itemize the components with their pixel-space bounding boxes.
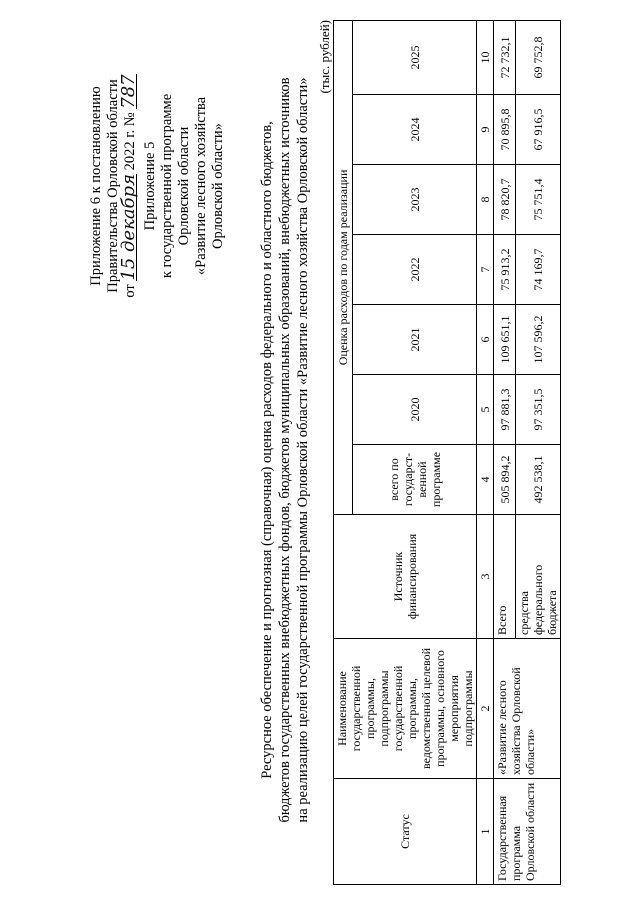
value-2021: 109 651,1 [494, 305, 516, 375]
source-cell: средства федерального бюджета [516, 515, 561, 639]
header-year-2021: 2021 [353, 305, 477, 375]
header-estimate: Оценка расходов по годам реализации [334, 20, 353, 514]
value-total: 492 538,1 [516, 445, 561, 515]
handwritten-number: 787 [118, 74, 139, 109]
value-2022: 75 913,2 [494, 235, 516, 305]
value-2021: 107 596,2 [516, 305, 561, 375]
value-2023: 75 751,4 [516, 165, 561, 235]
value-2024: 67 916,5 [516, 95, 561, 165]
index-cell: 3 [477, 515, 494, 639]
index-cell: 1 [477, 779, 494, 885]
value-2025: 69 752,8 [516, 20, 561, 94]
unit-label: (тыс. рублей) [317, 20, 332, 94]
index-cell: 7 [477, 235, 494, 305]
value-2022: 74 169,7 [516, 235, 561, 305]
header-year-2025: 2025 [353, 20, 477, 94]
value-2023: 78 820,7 [494, 165, 516, 235]
index-cell: 10 [477, 20, 494, 94]
index-row [477, 20, 494, 884]
appendix-5-line-3: Орловской области [176, 126, 192, 246]
appendix-6-line-2: Правительства Орловской области [105, 79, 121, 293]
value-2024: 70 895,8 [494, 95, 516, 165]
value-2020: 97 881,3 [494, 375, 516, 445]
value-2025: 72 732,1 [494, 20, 516, 94]
appendix-5-header [142, 56, 227, 316]
index-cell: 9 [477, 95, 494, 165]
appendix-6-header [88, 56, 139, 316]
index-cell: 5 [477, 375, 494, 445]
date-prefix: от [122, 284, 138, 298]
appendix-6-line-3 [118, 56, 139, 316]
index-cell: 6 [477, 305, 494, 375]
source-cell: Всего [494, 515, 516, 639]
title-line-2: бюджетов государственных внебюджетных фондов, бюджетов муниципальных образований, внебюджетных источников [277, 77, 293, 823]
value-total: 505 894,2 [494, 445, 516, 515]
expenses-table [333, 20, 561, 885]
header-year-2020: 2020 [353, 375, 477, 445]
appendix-5-line-4: «Развитие лесного хозяйства [193, 96, 209, 276]
table-row [494, 20, 516, 884]
header-name: Наименование государственной программы, подпрограммы государственной программы, ведомственной целевой программы, основного мероприятия подпрограммы [334, 639, 477, 779]
header-row-1 [334, 20, 353, 884]
appendix-5-line-1: Приложение 5 [142, 141, 158, 231]
value-2020: 97 351,5 [516, 375, 561, 445]
index-cell: 8 [477, 165, 494, 235]
title-line-3: на реализацию целей государственной программы Орловской области «Развитие лесного хозяйства Орловской области» [295, 77, 311, 823]
appendix-5-line-5: Орловской области» [210, 123, 226, 249]
header-total: всего по государст-венной программе [353, 445, 477, 515]
appendix-6-line-1: Приложение 6 к постановлению [88, 86, 104, 286]
appendix-5-line-2: к государственной программе [159, 93, 175, 279]
header-year-2022: 2022 [353, 235, 477, 305]
year-and-number-label: 2022 г. № [122, 112, 138, 171]
status-cell: Государственная программа Орловской области [494, 779, 561, 885]
document-title [258, 15, 312, 885]
index-cell: 4 [477, 445, 494, 515]
index-cell: 2 [477, 639, 494, 779]
header-source: Источник финансирования [334, 515, 477, 639]
title-line-1: Ресурсное обеспечение и прогнозная (справочная) оценка расходов федерального и областного бюджетов, [259, 121, 275, 779]
header-status: Статус [334, 779, 477, 885]
handwritten-date: 15 декабря [118, 174, 139, 281]
program-name-cell: «Развитие лесного хозяйства Орловской области» [494, 639, 561, 779]
header-year-2023: 2023 [353, 165, 477, 235]
header-year-2024: 2024 [353, 95, 477, 165]
